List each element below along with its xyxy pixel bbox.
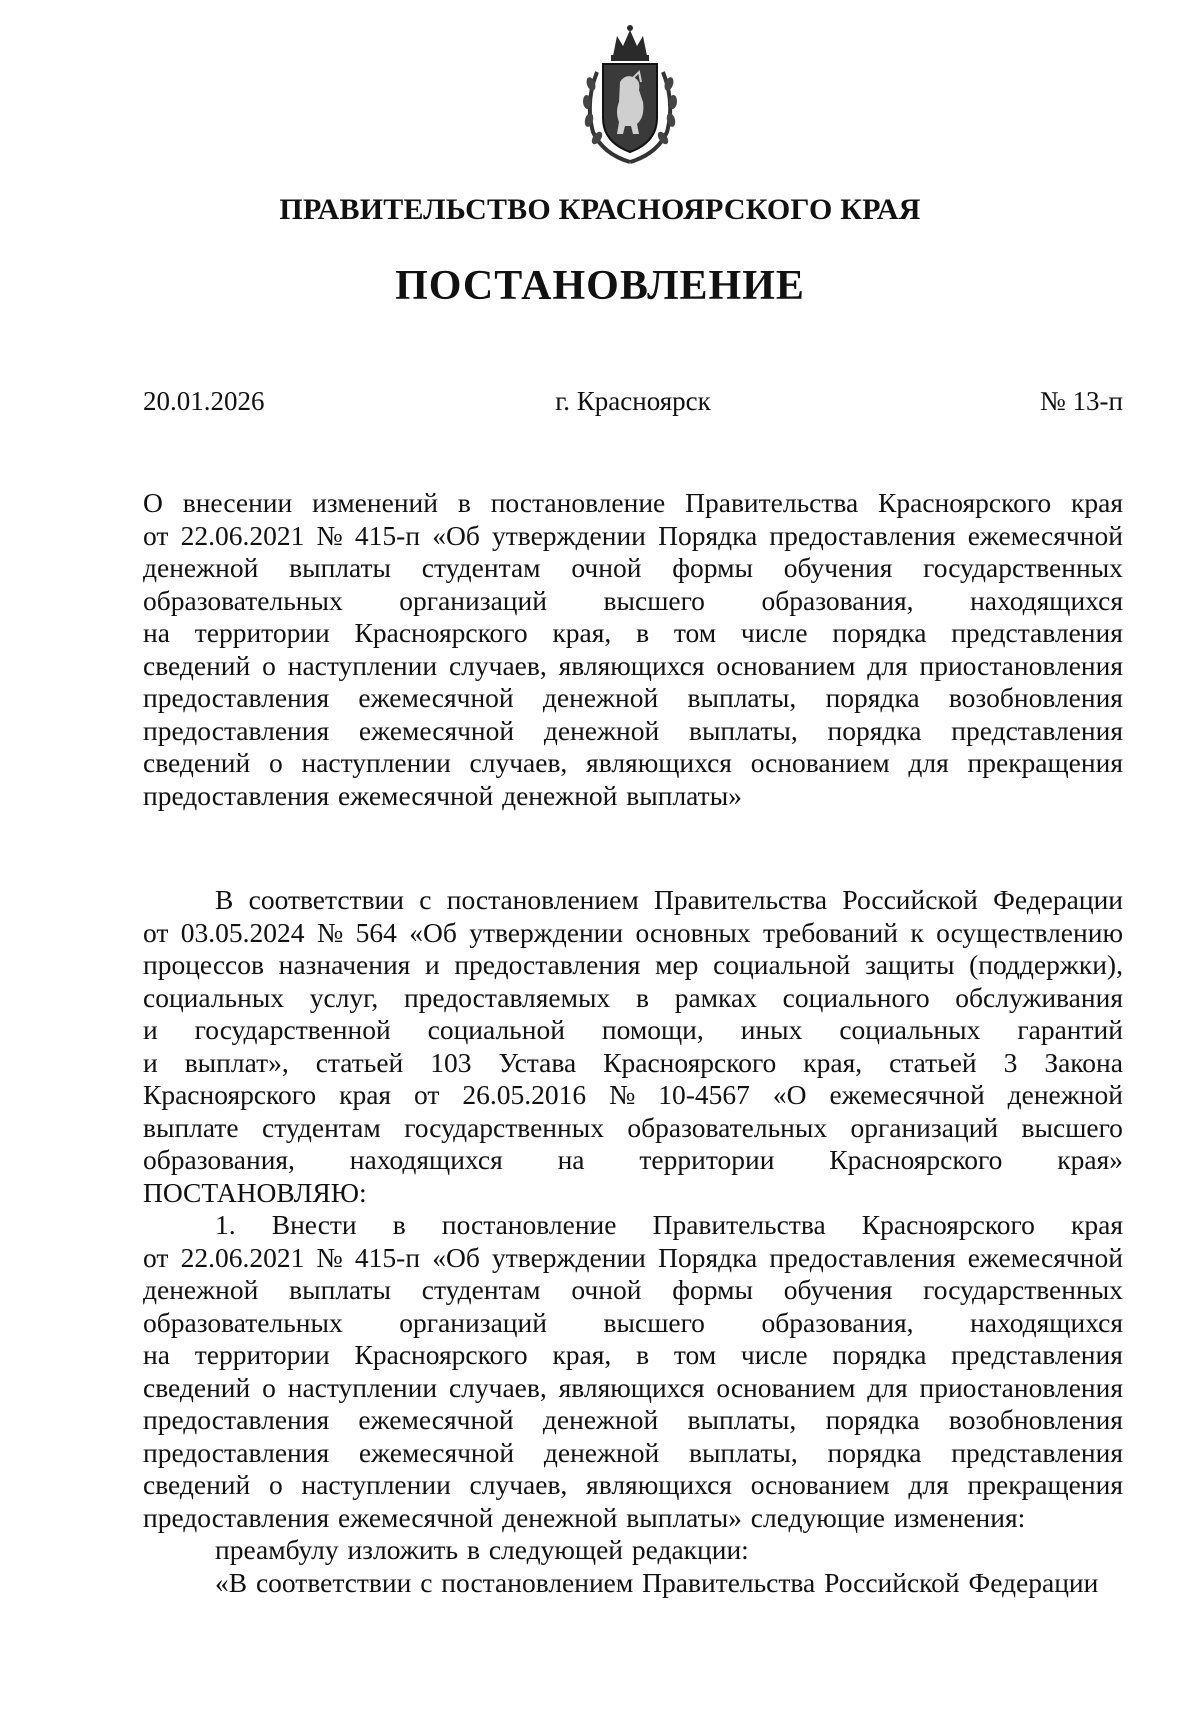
text-line: Красноярского края от 26.05.2016 № 10-4567 «О ежемесячной денежной xyxy=(143,1079,1123,1110)
coat-of-arms-emblem xyxy=(575,22,685,167)
text-line: и государственной социальной помощи, иных социальных гарантий xyxy=(143,1014,1123,1045)
government-title: ПРАВИТЕЛЬСТВО КРАСНОЯРСКОГО КРАЯ xyxy=(279,193,921,226)
text-line: 1. Внести в постановление Правительства Красноярского края xyxy=(215,1209,1123,1240)
text-line: «В соответствии с постановлением Правительства Российской Федерации xyxy=(215,1566,1099,1598)
text-line: предоставления ежемесячной денежной выплаты» xyxy=(143,779,742,811)
text-line: от 03.05.2024 № 564 «Об утверждении основных требований к осуществлению xyxy=(143,916,1123,948)
text-line: и выплат», статьей 103 Устава Красноярского края, статьей 3 Закона xyxy=(143,1046,1123,1078)
text-line: образовательных организаций высшего образования, находящихся xyxy=(143,584,1123,616)
document-date: 20.01.2026 xyxy=(143,386,265,416)
text-line: образовательных организаций высшего образования, находящихся xyxy=(143,1306,1123,1338)
text-line: сведений о наступлении случаев, являющихся основанием для прекращения xyxy=(143,747,1123,778)
text-line: сведений о наступлении случаев, являющихся основанием для прекращения xyxy=(143,1469,1123,1500)
document-subject xyxy=(143,487,1123,812)
text-line: на территории Красноярского края, в том числе порядка представления xyxy=(143,617,1123,648)
text-line: предоставления ежемесячной денежной выплаты, порядка возобновления xyxy=(143,682,1123,713)
text-line: предоставления ежемесячной денежной выплаты, порядка представления xyxy=(143,714,1123,746)
text-line: В соответствии с постановлением Правительства Российской Федерации xyxy=(215,884,1123,915)
text-line: О внесении изменений в постановление Правительства Красноярского края xyxy=(143,487,1123,518)
text-line: от 22.06.2021 № 415-п «Об утверждении Порядка предоставления ежемесячной xyxy=(143,1241,1123,1273)
text-line: ПОСТАНОВЛЯЮ: xyxy=(143,1176,367,1208)
text-line: на территории Красноярского края, в том числе порядка представления xyxy=(143,1339,1123,1370)
document-type-title: ПОСТАНОВЛЕНИЕ xyxy=(395,263,805,309)
document-number: № 13-п xyxy=(1040,386,1123,416)
document-body xyxy=(143,884,1123,1599)
text-line: сведений о наступлении случаев, являющихся основанием для приостановления xyxy=(143,1371,1123,1403)
text-line: преамбулу изложить в следующей редакции: xyxy=(215,1534,749,1565)
text-line: предоставления ежемесячной денежной выплаты, порядка возобновления xyxy=(143,1404,1123,1435)
document-meta-row xyxy=(143,386,1123,426)
text-line: процессов назначения и предоставления мер социальной защиты (поддержки), xyxy=(143,949,1123,980)
text-line: денежной выплаты студентам очной формы обучения государственных xyxy=(143,552,1123,583)
text-line: от 22.06.2021 № 415-п «Об утверждении Порядка предоставления ежемесячной xyxy=(143,519,1123,551)
text-line: сведений о наступлении случаев, являющихся основанием для приостановления xyxy=(143,649,1123,681)
text-line: предоставления ежемесячной денежной выплаты, порядка представления xyxy=(143,1436,1123,1468)
text-line: социальных услуг, предоставляемых в рамках социального обслуживания xyxy=(143,981,1123,1013)
document-city: г. Красноярск xyxy=(555,386,711,416)
text-line: денежной выплаты студентам очной формы обучения государственных xyxy=(143,1274,1123,1305)
text-line: образования, находящихся на территории Красноярского края» xyxy=(143,1144,1123,1175)
text-line: предоставления ежемесячной денежной выплаты» следующие изменения: xyxy=(143,1501,1026,1533)
text-line: выплате студентам государственных образовательных организаций высшего xyxy=(143,1111,1123,1143)
